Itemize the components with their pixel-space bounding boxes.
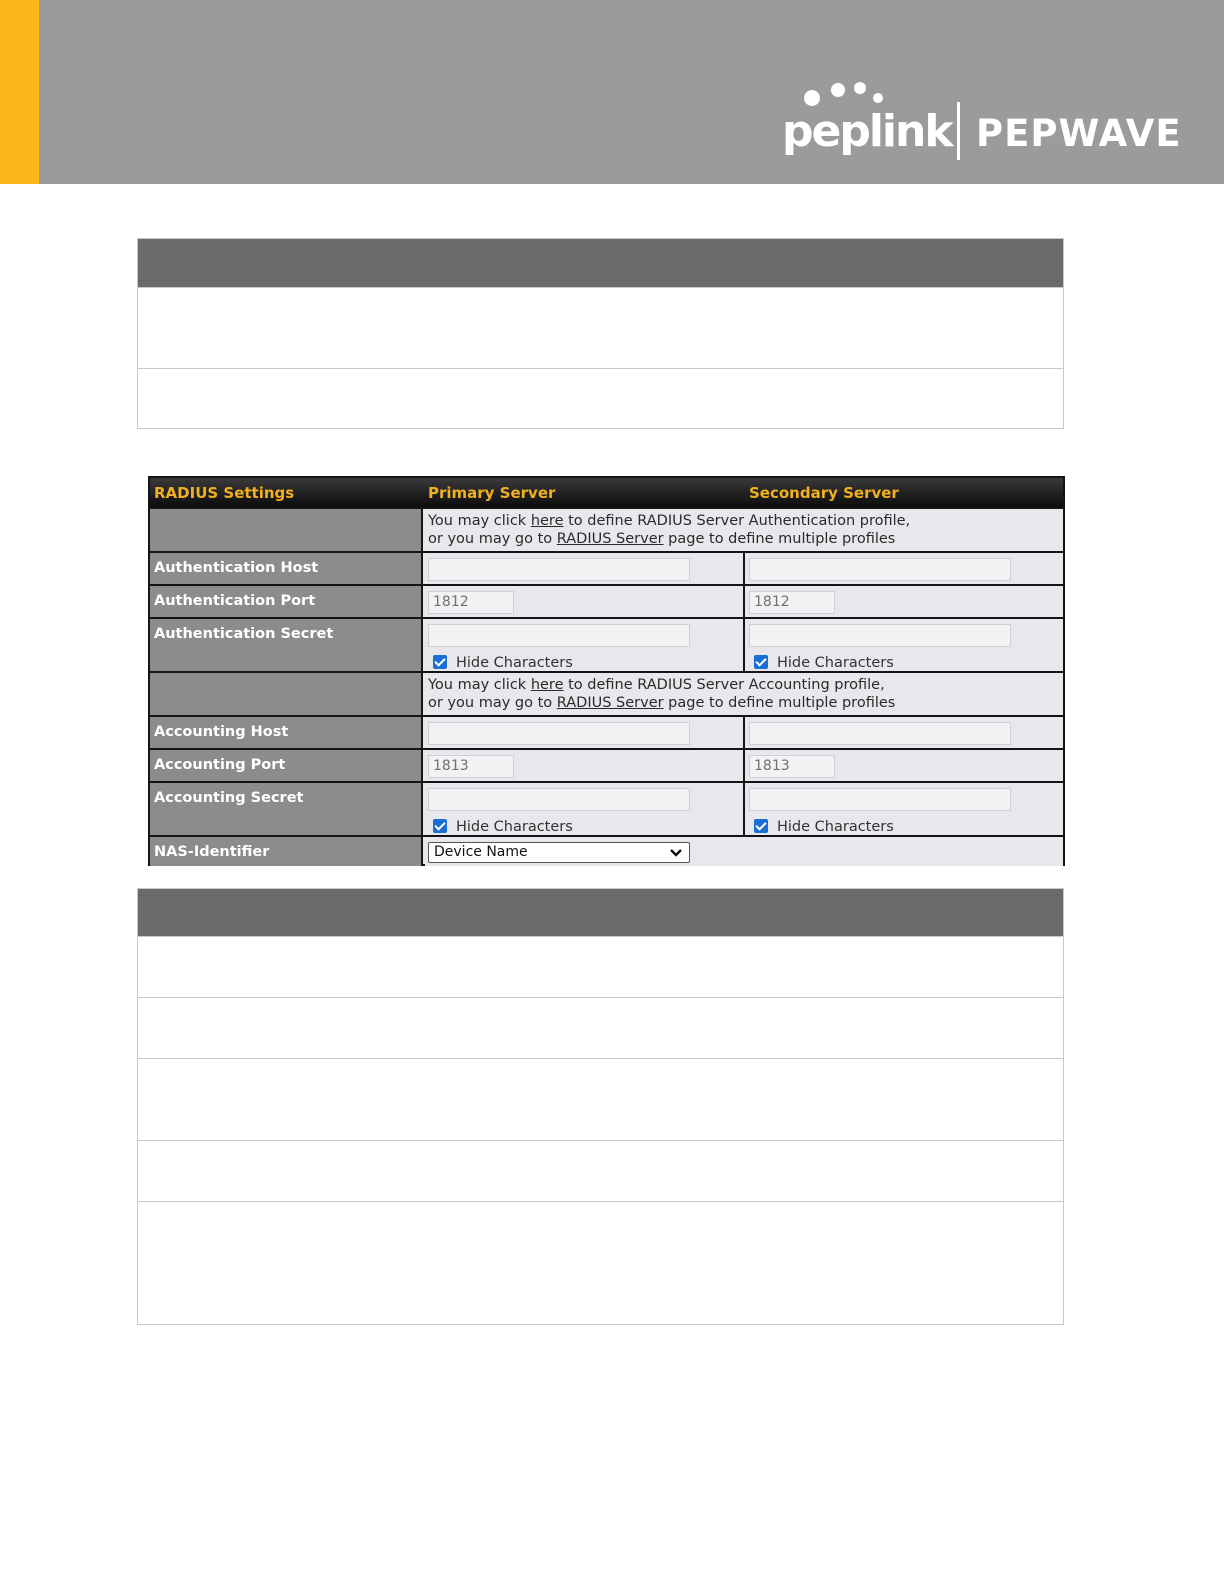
- acct-secret-label: [150, 783, 423, 836]
- label-text: Authentication Host: [154, 560, 319, 576]
- label-text: Accounting Port: [154, 757, 286, 773]
- info-text: or you may go to: [428, 531, 557, 547]
- label-text: Authentication Secret: [154, 626, 334, 642]
- nas-identifier-cell: [425, 837, 1063, 866]
- info-text: You may click: [428, 513, 531, 529]
- auth-host-row: [150, 551, 1063, 584]
- secondary-server-heading: Secondary Server: [749, 484, 899, 502]
- checkbox-label: Hide Characters: [456, 819, 573, 835]
- auth-port-label: [150, 586, 423, 617]
- doc-table-row: [138, 287, 1063, 368]
- auth-here-link[interactable]: here: [530, 513, 564, 529]
- auth-secret-primary-cell: [425, 619, 745, 672]
- doc-table-header: [138, 889, 1063, 936]
- logo-pepwave-text: PEPWAVE: [976, 112, 1182, 155]
- auth-secret-row: [150, 617, 1063, 672]
- auth-host-primary-cell: [425, 553, 745, 584]
- info-text: You may click: [428, 677, 531, 693]
- acct-info-text: [428, 676, 895, 712]
- info-text: page to define multiple profiles: [663, 695, 896, 711]
- acct-port-primary-cell: [425, 750, 745, 781]
- checkbox-label: Hide Characters: [456, 655, 573, 671]
- nas-identifier-row: [150, 835, 1063, 866]
- auth-port-primary-input[interactable]: 1812: [428, 591, 514, 614]
- doc-table-top: [137, 238, 1064, 429]
- info-text: to define RADIUS Server Authentication profile,: [563, 513, 911, 529]
- doc-table-row: [138, 997, 1063, 1058]
- auth-secret-primary-input[interactable]: [428, 624, 690, 647]
- doc-table-row: [138, 368, 1063, 429]
- acct-secret-row: [150, 781, 1063, 836]
- auth-secret-label: [150, 619, 423, 672]
- label-text: NAS-Identifier: [154, 844, 270, 860]
- checkbox-checked-icon[interactable]: [754, 655, 768, 669]
- auth-info-cell: [425, 509, 1063, 551]
- acct-here-link[interactable]: here: [530, 677, 564, 693]
- auth-secret-secondary-cell: [746, 619, 1063, 672]
- auth-port-row: [150, 584, 1063, 617]
- checkbox-label: Hide Characters: [777, 655, 894, 671]
- peplink-pepwave-logo: [780, 74, 1200, 170]
- auth-radius-server-link[interactable]: RADIUS Server: [556, 531, 664, 547]
- auth-info-text: [428, 512, 910, 548]
- acct-secret-primary-hide-checkbox[interactable]: [433, 819, 573, 835]
- header-accent-bar: [0, 0, 39, 184]
- checkbox-label: Hide Characters: [777, 819, 894, 835]
- logo-peplink-text: peplink: [782, 106, 952, 157]
- acct-host-label: [150, 717, 423, 748]
- acct-secret-secondary-hide-checkbox[interactable]: [754, 819, 894, 835]
- info-text: page to define multiple profiles: [663, 531, 896, 547]
- acct-host-primary-input[interactable]: [428, 722, 690, 745]
- primary-server-heading: Primary Server: [428, 484, 556, 502]
- acct-port-secondary-cell: [746, 750, 1063, 781]
- nas-identifier-label: [150, 837, 423, 866]
- auth-info-row: [150, 507, 1063, 551]
- acct-host-secondary-cell: [746, 717, 1063, 748]
- radius-header-row: [150, 478, 1063, 507]
- doc-table-row: [138, 936, 1063, 997]
- acct-info-cell: [425, 673, 1063, 715]
- nas-identifier-select[interactable]: [428, 842, 690, 863]
- acct-port-label: [150, 750, 423, 781]
- acct-host-secondary-input[interactable]: [749, 722, 1011, 745]
- checkbox-checked-icon[interactable]: [433, 655, 447, 669]
- info-text: to define RADIUS Server Accounting profile,: [563, 677, 885, 693]
- info-text: or you may go to: [428, 695, 557, 711]
- label-text: Accounting Secret: [154, 790, 304, 806]
- doc-table-bottom: [137, 888, 1064, 1325]
- acct-secret-secondary-input[interactable]: [749, 788, 1011, 811]
- acct-info-label: [150, 673, 423, 715]
- doc-table-header: [138, 239, 1063, 287]
- auth-port-secondary-input[interactable]: 1812: [749, 591, 835, 614]
- label-text: Accounting Host: [154, 724, 289, 740]
- auth-host-primary-input[interactable]: [428, 558, 690, 581]
- acct-info-row: [150, 671, 1063, 715]
- auth-port-primary-cell: [425, 586, 745, 617]
- acct-radius-server-link[interactable]: RADIUS Server: [556, 695, 664, 711]
- acct-secret-secondary-cell: [746, 783, 1063, 836]
- radius-settings-panel: [148, 476, 1065, 866]
- acct-host-primary-cell: [425, 717, 745, 748]
- auth-host-secondary-input[interactable]: [749, 558, 1011, 581]
- acct-secret-primary-cell: [425, 783, 745, 836]
- acct-port-secondary-input[interactable]: 1813: [749, 755, 835, 778]
- acct-port-primary-input[interactable]: 1813: [428, 755, 514, 778]
- acct-port-row: [150, 748, 1063, 781]
- checkbox-checked-icon[interactable]: [433, 819, 447, 833]
- radius-settings-heading: RADIUS Settings: [154, 484, 295, 502]
- doc-table-row: [138, 1201, 1063, 1323]
- label-text: Authentication Port: [154, 593, 316, 609]
- acct-secret-primary-input[interactable]: [428, 788, 690, 811]
- auth-port-secondary-cell: [746, 586, 1063, 617]
- checkbox-checked-icon[interactable]: [754, 819, 768, 833]
- auth-info-label: [150, 509, 423, 551]
- auth-secret-primary-hide-checkbox[interactable]: [433, 655, 573, 671]
- auth-host-label: [150, 553, 423, 584]
- auth-secret-secondary-hide-checkbox[interactable]: [754, 655, 894, 671]
- select-value: Device Name: [434, 844, 528, 860]
- logo-divider: [957, 102, 960, 160]
- auth-secret-secondary-input[interactable]: [749, 624, 1011, 647]
- doc-table-row: [138, 1058, 1063, 1140]
- auth-host-secondary-cell: [746, 553, 1063, 584]
- acct-host-row: [150, 715, 1063, 748]
- doc-table-row: [138, 1140, 1063, 1201]
- chevron-down-icon[interactable]: [669, 843, 683, 868]
